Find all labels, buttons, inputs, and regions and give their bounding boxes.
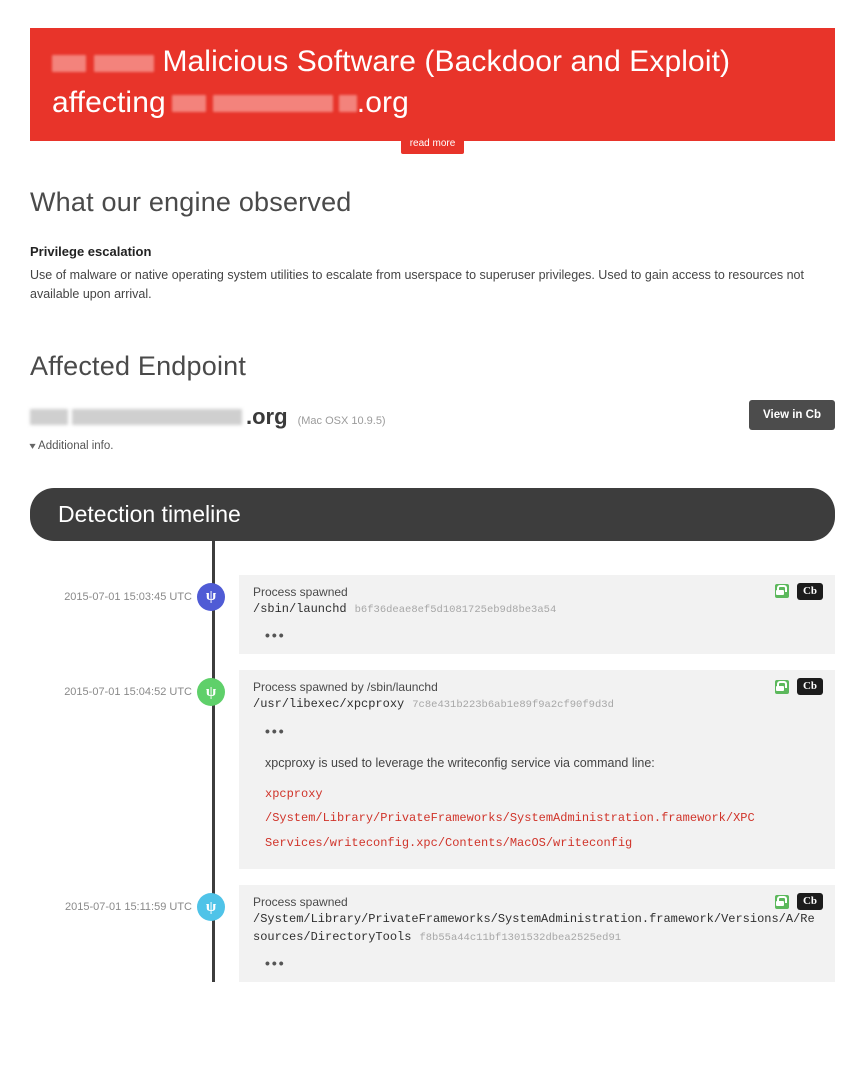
event-badges — [775, 583, 823, 600]
privilege-escalation-title: Privilege escalation — [30, 244, 152, 259]
redacted-text — [213, 95, 333, 112]
redacted-text — [72, 409, 242, 425]
command-line: /System/Library/PrivateFrameworks/SystemAdministration.framework/XPC — [265, 811, 755, 826]
event-marker-icon[interactable]: ψ — [197, 583, 225, 611]
lock-icon — [775, 584, 789, 598]
endpoint-os: (Mac OSX 10.9.5) — [297, 414, 386, 427]
event-card — [239, 670, 835, 869]
endpoint-info — [30, 400, 386, 452]
event-hash: b6f36deae8ef5d1081725eb9d8be3a54 — [354, 603, 557, 616]
endpoint-hostname — [30, 404, 386, 430]
engine-section-heading: What our engine observed — [30, 187, 352, 217]
event-path-text: /System/Library/PrivateFrameworks/SystemAdministration.framework/Versions/A/Resources/DirectoryTools — [253, 912, 815, 944]
event-path — [253, 601, 821, 618]
endpoint-section-heading: Affected Endpoint — [30, 350, 247, 381]
event-card — [239, 885, 835, 982]
privilege-escalation-body: Use of malware or native operating system utilities to escalate from userspace to superuser privileges. Used to gain access to resources not available upon arrival. — [30, 268, 804, 302]
event-path-text: /sbin/launchd — [253, 601, 347, 616]
redacted-text — [52, 55, 86, 72]
event-path — [253, 696, 821, 713]
event-hash: f8b55a44c11bf1301532dbea2525ed91 — [419, 931, 622, 944]
event-label: Process spawned by /sbin/launchd — [253, 680, 438, 695]
alert-title-line2: affecting — [52, 85, 166, 119]
expand-details-button[interactable]: ••• — [265, 955, 286, 972]
lock-icon — [775, 895, 789, 909]
cb-badge[interactable]: Cb — [797, 583, 823, 600]
event-path-text: /usr/libexec/xpcproxy — [253, 697, 405, 712]
detection-timeline — [30, 541, 835, 982]
redacted-text — [172, 95, 206, 112]
event-card — [239, 575, 835, 654]
timeline-event — [30, 575, 835, 654]
lock-icon — [775, 680, 789, 694]
alert-title — [52, 42, 813, 123]
event-timestamp: 2015-07-01 15:04:52 UTC — [64, 686, 192, 699]
cb-badge[interactable]: Cb — [797, 893, 823, 910]
event-marker-icon[interactable]: ψ — [197, 678, 225, 706]
timeline-heading: Detection timeline — [30, 488, 835, 541]
event-timestamp: 2015-07-01 15:11:59 UTC — [65, 901, 192, 914]
event-timestamp: 2015-07-01 15:03:45 UTC — [64, 590, 192, 603]
event-badges — [775, 678, 823, 695]
event-marker-icon[interactable]: ψ — [197, 893, 225, 921]
command-line: xpcproxy — [265, 786, 323, 801]
event-label: Process spawned — [253, 895, 348, 910]
report-page — [0, 28, 865, 982]
expand-details-button[interactable]: ••• — [265, 722, 286, 739]
event-badges — [775, 893, 823, 910]
redacted-text — [30, 409, 68, 425]
additional-info-toggle[interactable] — [30, 440, 386, 452]
event-note: xpcproxy is used to leverage the writeconfig service via command line: — [265, 755, 655, 770]
command-line: Services/writeconfig.xpc/Contents/MacOS/writeconfig — [265, 835, 633, 850]
event-label: Process spawned — [253, 584, 348, 599]
read-more-wrapper — [30, 133, 835, 154]
view-in-cb-button[interactable]: View in Cb — [749, 400, 835, 430]
alert-banner — [30, 28, 835, 149]
redacted-text — [94, 55, 154, 72]
endpoint-hostname-suffix: .org — [246, 403, 288, 429]
event-path — [253, 911, 821, 946]
event-command-block — [265, 782, 821, 856]
chevron-down-icon: ▾ — [29, 440, 36, 452]
timeline-event — [30, 670, 835, 869]
endpoint-row — [30, 400, 835, 452]
cb-badge[interactable]: Cb — [797, 678, 823, 695]
alert-title-line1: Malicious Software (Backdoor and Exploit) — [162, 45, 731, 78]
event-hash: 7c8e431b223b6ab1e89f9a2cf90f9d3d — [412, 699, 614, 712]
timeline-event — [30, 885, 835, 982]
read-more-button[interactable]: read more — [401, 134, 465, 154]
additional-info-label: Additional info. — [38, 439, 114, 452]
alert-title-suffix: .org — [356, 85, 409, 119]
expand-details-button[interactable]: ••• — [265, 627, 286, 644]
redacted-text — [339, 95, 357, 112]
